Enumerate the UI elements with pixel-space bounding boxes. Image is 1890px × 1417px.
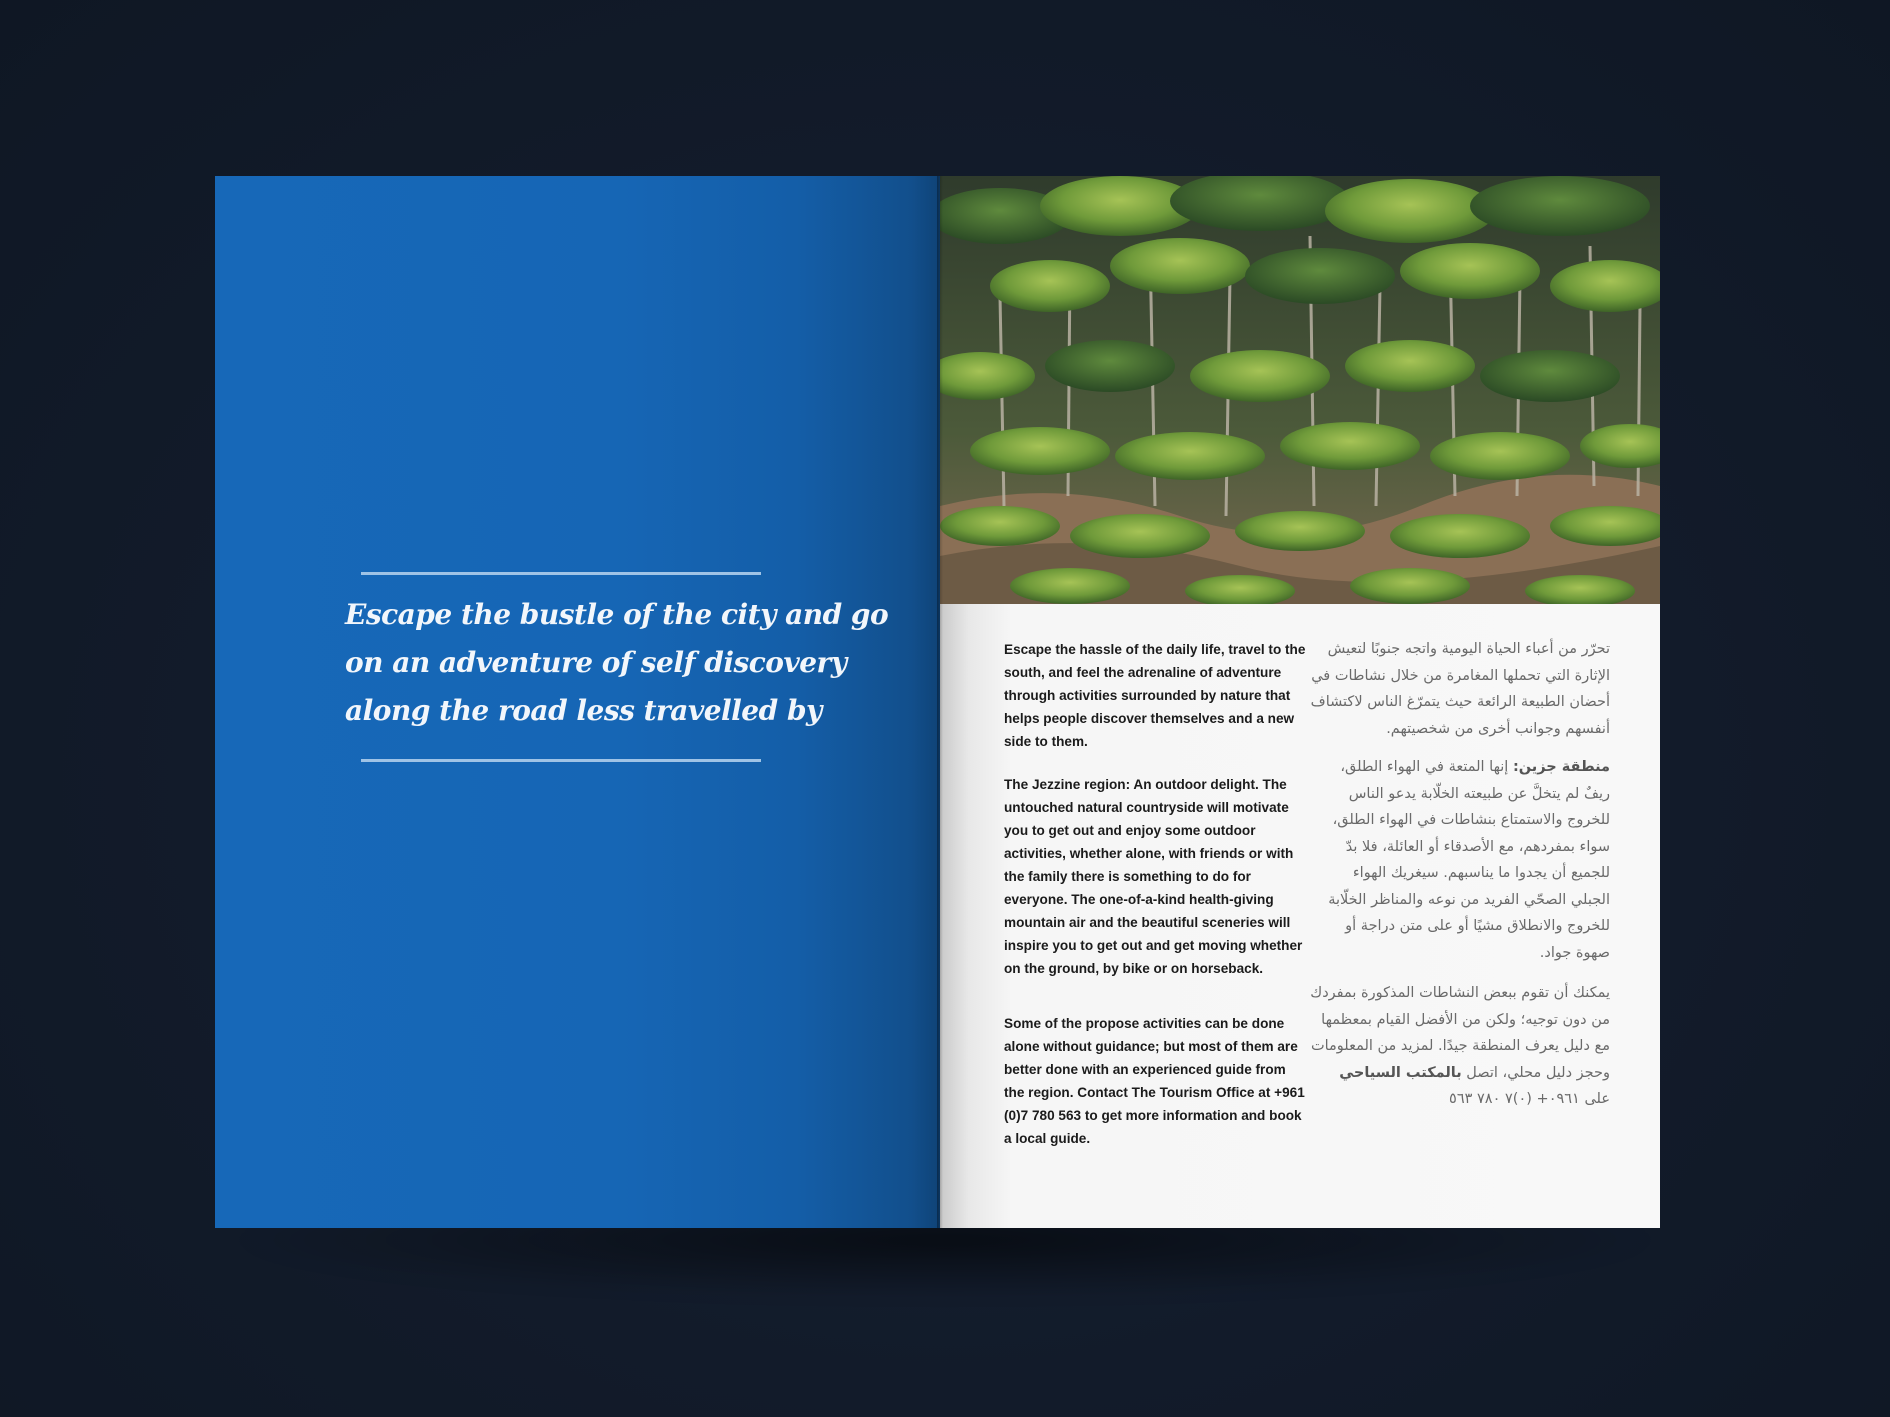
english-paragraph-contact: Some of the propose activities can be done alone without guidance; but most of them are better done with an experienced guide from the region. Contact The Tourism Office at +961 (0)7 780 563 to get more information and book a local guide. — [1004, 1016, 1305, 1146]
arabic-paragraph-intro: تحرّر من أعباء الحياة اليومية واتجه جنوبًا لتعيش الإثارة التي تحملها المغامرة من خلال نشاطات في أحضان الطبيعة الرائعة حيث يتمرّغ الناس لاكتشاف أنفسهم وجوانب أخرى من شخصيتهم. — [1310, 641, 1610, 737]
right-page — [940, 176, 1660, 1228]
arabic-text — [1310, 636, 1610, 1113]
arabic-paragraph-contact — [1310, 980, 1610, 1113]
arabic-contact-phone: على ٠٩٦١+ (٠)٧ ٧٨٠ ٥٦٣ — [1449, 1091, 1610, 1107]
arabic-jezzine-body: إنها المتعة في الهواء الطلق، ريفٌ لم يتخلَّ عن طبيعته الخلّابة يدعو الناس للخروج والاستمتاع بنشاطات في الهواء الطلق، سواء بمفردهم، مع الأصدقاء أو العائلة، فلا بدّ للجميع أن يجدوا ما يناسبهم. سيغريك الهواء الجبلي الصحّي الفريد من نوعه والمناظر الخلّابة للخروج والانطلاق مشيًا أو على متن دراجة أو صهوة جواد. — [1328, 759, 1610, 961]
left-page — [215, 176, 940, 1228]
forest-image — [940, 176, 1660, 604]
forest-photo — [940, 176, 1660, 604]
english-text — [1004, 638, 1309, 1150]
arabic-paragraph-jezzine — [1310, 754, 1610, 966]
english-paragraph-jezzine: The Jezzine region: An outdoor delight. The untouched natural countryside will motivate you to get out and enjoy some outdoor activities, whether alone, with friends or with the family there is something to do for everyone. The one-of-a-kind health-giving mountain air and the beautiful sceneries will inspire you to get out and get moving whether on the ground, by bike or on horseback. — [1004, 777, 1303, 976]
arabic-jezzine-lead: منطقة جزين: — [1512, 759, 1610, 775]
quote-line: along the road less travelled by — [345, 694, 822, 727]
arabic-contact-body: يمكنك أن تقوم ببعض النشاطات المذكورة بمفردك من دون توجيه؛ ولكن من الأفضل القيام بمعظمها مع دليل يعرف المنطقة جيدًا. لمزيد من المعلومات وحجز دليل محلي، اتصل — [1310, 985, 1610, 1081]
quote — [345, 591, 889, 735]
arabic-tourism-office: بالمكتب السياحي — [1339, 1064, 1462, 1081]
book-spine — [937, 176, 943, 1228]
quote-rule-bottom — [361, 759, 761, 762]
quote-line: on an adventure of self discovery — [345, 646, 847, 679]
quote-line: Escape the bustle of the city and go — [345, 598, 889, 631]
english-paragraph-intro: Escape the hassle of the daily life, travel to the south, and feel the adrenaline of adventure through activities surrounded by nature that helps people discover themselves and a new side to them. — [1004, 642, 1306, 749]
quote-rule-top — [361, 572, 761, 575]
